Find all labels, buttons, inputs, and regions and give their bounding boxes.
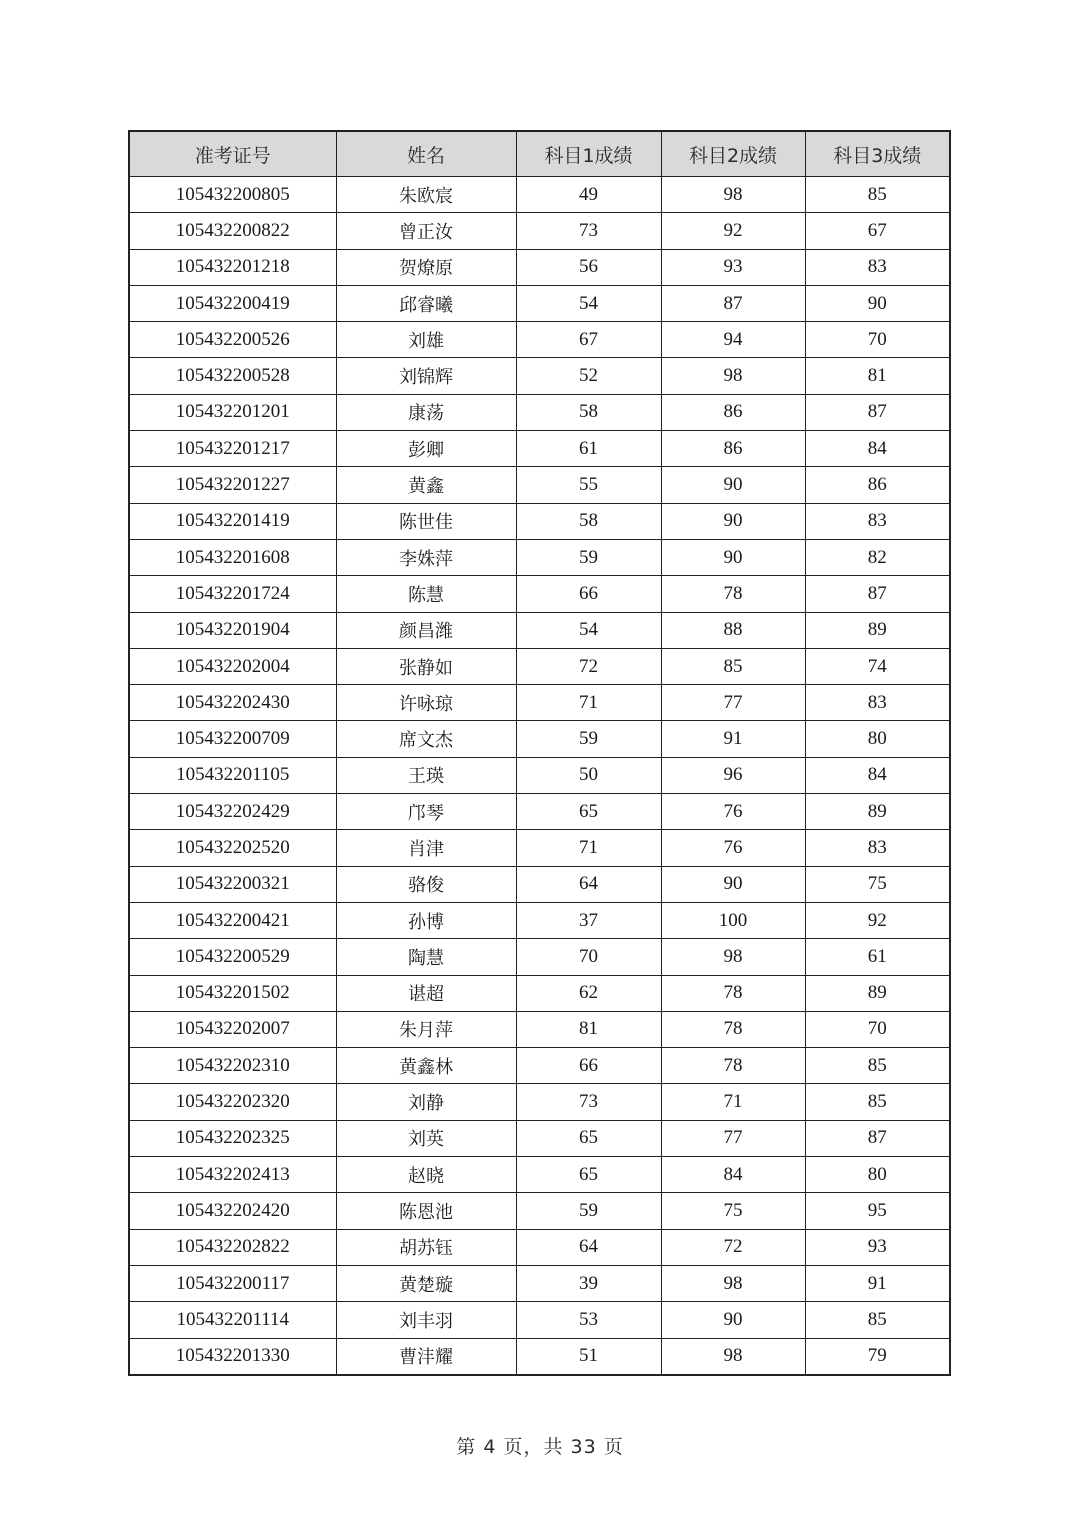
exam-id-cell: 105432201218 bbox=[129, 249, 336, 285]
exam-id-cell: 105432200419 bbox=[129, 285, 336, 321]
name-cell: 黄楚璇 bbox=[336, 1265, 516, 1301]
page-footer: 第 4 页，共 33 页 bbox=[456, 1436, 624, 1458]
name-cell: 许咏琼 bbox=[336, 685, 516, 721]
exam-id-cell: 105432201502 bbox=[129, 975, 336, 1011]
subject-3-score-cell: 83 bbox=[805, 685, 950, 721]
subject-1-score-cell: 55 bbox=[516, 467, 661, 503]
table-row bbox=[129, 648, 950, 684]
subject-1-score-cell: 54 bbox=[516, 612, 661, 648]
subject-3-score-cell: 85 bbox=[805, 1048, 950, 1084]
name-cell: 席文杰 bbox=[336, 721, 516, 757]
exam-id-cell: 105432202007 bbox=[129, 1011, 336, 1047]
subject-3-score-cell: 89 bbox=[805, 794, 950, 830]
header-subject-2-score: 科目2成绩 bbox=[661, 131, 805, 177]
exam-id-cell: 105432202430 bbox=[129, 685, 336, 721]
subject-3-score-cell: 93 bbox=[805, 1229, 950, 1265]
subject-3-score-cell: 91 bbox=[805, 1265, 950, 1301]
header-subject-3-score: 科目3成绩 bbox=[805, 131, 950, 177]
name-cell: 李姝萍 bbox=[336, 539, 516, 575]
table-row bbox=[129, 866, 950, 902]
name-cell: 曹沣耀 bbox=[336, 1338, 516, 1375]
exam-id-cell: 105432202413 bbox=[129, 1157, 336, 1193]
table-row bbox=[129, 467, 950, 503]
exam-id-cell: 105432202325 bbox=[129, 1120, 336, 1156]
exam-id-cell: 105432201227 bbox=[129, 467, 336, 503]
table-row bbox=[129, 1229, 950, 1265]
exam-id-cell: 105432201201 bbox=[129, 394, 336, 430]
name-cell: 康荡 bbox=[336, 394, 516, 430]
subject-3-score-cell: 75 bbox=[805, 866, 950, 902]
subject-1-score-cell: 73 bbox=[516, 1084, 661, 1120]
header-row bbox=[129, 131, 950, 177]
subject-1-score-cell: 61 bbox=[516, 431, 661, 467]
table-row bbox=[129, 1048, 950, 1084]
table-row bbox=[129, 612, 950, 648]
subject-3-score-cell: 70 bbox=[805, 1011, 950, 1047]
subject-2-score-cell: 91 bbox=[661, 721, 805, 757]
table-row bbox=[129, 1193, 950, 1229]
table-row bbox=[129, 721, 950, 757]
exam-id-cell: 105432202429 bbox=[129, 794, 336, 830]
subject-2-score-cell: 90 bbox=[661, 1302, 805, 1338]
name-cell: 邝琴 bbox=[336, 794, 516, 830]
subject-1-score-cell: 65 bbox=[516, 1157, 661, 1193]
name-cell: 邱睿曦 bbox=[336, 285, 516, 321]
exam-id-cell: 105432202822 bbox=[129, 1229, 336, 1265]
subject-1-score-cell: 64 bbox=[516, 866, 661, 902]
subject-1-score-cell: 73 bbox=[516, 213, 661, 249]
subject-2-score-cell: 76 bbox=[661, 794, 805, 830]
subject-2-score-cell: 98 bbox=[661, 1265, 805, 1301]
subject-2-score-cell: 85 bbox=[661, 648, 805, 684]
name-cell: 刘雄 bbox=[336, 322, 516, 358]
subject-2-score-cell: 86 bbox=[661, 394, 805, 430]
exam-id-cell: 105432201608 bbox=[129, 539, 336, 575]
name-cell: 朱欧宸 bbox=[336, 177, 516, 213]
subject-1-score-cell: 59 bbox=[516, 539, 661, 575]
subject-2-score-cell: 75 bbox=[661, 1193, 805, 1229]
subject-3-score-cell: 84 bbox=[805, 757, 950, 793]
exam-id-cell: 105432200822 bbox=[129, 213, 336, 249]
subject-1-score-cell: 66 bbox=[516, 1048, 661, 1084]
name-cell: 彭卿 bbox=[336, 431, 516, 467]
subject-2-score-cell: 96 bbox=[661, 757, 805, 793]
table-row bbox=[129, 177, 950, 213]
subject-3-score-cell: 81 bbox=[805, 358, 950, 394]
table-row bbox=[129, 975, 950, 1011]
subject-1-score-cell: 70 bbox=[516, 939, 661, 975]
table-row bbox=[129, 830, 950, 866]
subject-2-score-cell: 93 bbox=[661, 249, 805, 285]
subject-2-score-cell: 98 bbox=[661, 358, 805, 394]
exam-id-cell: 105432202004 bbox=[129, 648, 336, 684]
name-cell: 曾正汝 bbox=[336, 213, 516, 249]
subject-1-score-cell: 64 bbox=[516, 1229, 661, 1265]
subject-3-score-cell: 95 bbox=[805, 1193, 950, 1229]
subject-3-score-cell: 70 bbox=[805, 322, 950, 358]
subject-2-score-cell: 90 bbox=[661, 467, 805, 503]
subject-3-score-cell: 87 bbox=[805, 1120, 950, 1156]
subject-3-score-cell: 83 bbox=[805, 503, 950, 539]
exam-id-cell: 105432202520 bbox=[129, 830, 336, 866]
name-cell: 骆俊 bbox=[336, 866, 516, 902]
table-header bbox=[129, 131, 950, 177]
name-cell: 肖津 bbox=[336, 830, 516, 866]
name-cell: 谌超 bbox=[336, 975, 516, 1011]
subject-1-score-cell: 58 bbox=[516, 394, 661, 430]
subject-1-score-cell: 59 bbox=[516, 1193, 661, 1229]
subject-2-score-cell: 98 bbox=[661, 939, 805, 975]
table-row bbox=[129, 757, 950, 793]
name-cell: 陈慧 bbox=[336, 576, 516, 612]
name-cell: 刘英 bbox=[336, 1120, 516, 1156]
name-cell: 黄鑫林 bbox=[336, 1048, 516, 1084]
subject-2-score-cell: 90 bbox=[661, 539, 805, 575]
subject-1-score-cell: 39 bbox=[516, 1265, 661, 1301]
exam-id-cell: 105432201114 bbox=[129, 1302, 336, 1338]
exam-id-cell: 105432201217 bbox=[129, 431, 336, 467]
exam-id-cell: 105432200709 bbox=[129, 721, 336, 757]
subject-3-score-cell: 85 bbox=[805, 1302, 950, 1338]
subject-1-score-cell: 62 bbox=[516, 975, 661, 1011]
name-cell: 刘丰羽 bbox=[336, 1302, 516, 1338]
exam-id-cell: 105432201904 bbox=[129, 612, 336, 648]
subject-1-score-cell: 49 bbox=[516, 177, 661, 213]
subject-1-score-cell: 53 bbox=[516, 1302, 661, 1338]
subject-2-score-cell: 98 bbox=[661, 177, 805, 213]
subject-2-score-cell: 78 bbox=[661, 576, 805, 612]
name-cell: 刘锦辉 bbox=[336, 358, 516, 394]
exam-id-cell: 105432200805 bbox=[129, 177, 336, 213]
subject-1-score-cell: 37 bbox=[516, 902, 661, 938]
subject-2-score-cell: 87 bbox=[661, 285, 805, 321]
subject-3-score-cell: 92 bbox=[805, 902, 950, 938]
subject-2-score-cell: 98 bbox=[661, 1338, 805, 1375]
exam-id-cell: 105432200526 bbox=[129, 322, 336, 358]
exam-id-cell: 105432201330 bbox=[129, 1338, 336, 1375]
subject-3-score-cell: 87 bbox=[805, 394, 950, 430]
subject-3-score-cell: 85 bbox=[805, 177, 950, 213]
header-exam-id: 准考证号 bbox=[129, 131, 336, 177]
table-row bbox=[129, 539, 950, 575]
subject-2-score-cell: 71 bbox=[661, 1084, 805, 1120]
subject-3-score-cell: 74 bbox=[805, 648, 950, 684]
subject-2-score-cell: 77 bbox=[661, 1120, 805, 1156]
name-cell: 王瑛 bbox=[336, 757, 516, 793]
table-row bbox=[129, 322, 950, 358]
subject-1-score-cell: 56 bbox=[516, 249, 661, 285]
subject-1-score-cell: 51 bbox=[516, 1338, 661, 1375]
name-cell: 陶慧 bbox=[336, 939, 516, 975]
subject-2-score-cell: 92 bbox=[661, 213, 805, 249]
subject-2-score-cell: 72 bbox=[661, 1229, 805, 1265]
name-cell: 胡苏钰 bbox=[336, 1229, 516, 1265]
table-row bbox=[129, 358, 950, 394]
subject-2-score-cell: 88 bbox=[661, 612, 805, 648]
subject-3-score-cell: 85 bbox=[805, 1084, 950, 1120]
subject-1-score-cell: 58 bbox=[516, 503, 661, 539]
subject-2-score-cell: 90 bbox=[661, 866, 805, 902]
name-cell: 孙博 bbox=[336, 902, 516, 938]
subject-1-score-cell: 59 bbox=[516, 721, 661, 757]
subject-3-score-cell: 79 bbox=[805, 1338, 950, 1375]
name-cell: 颜昌潍 bbox=[336, 612, 516, 648]
subject-1-score-cell: 65 bbox=[516, 1120, 661, 1156]
table-row bbox=[129, 902, 950, 938]
subject-1-score-cell: 81 bbox=[516, 1011, 661, 1047]
table-row bbox=[129, 1302, 950, 1338]
exam-id-cell: 105432201419 bbox=[129, 503, 336, 539]
table-row bbox=[129, 794, 950, 830]
exam-id-cell: 105432200321 bbox=[129, 866, 336, 902]
subject-1-score-cell: 52 bbox=[516, 358, 661, 394]
table-row bbox=[129, 249, 950, 285]
exam-id-cell: 105432201105 bbox=[129, 757, 336, 793]
subject-1-score-cell: 72 bbox=[516, 648, 661, 684]
table-row bbox=[129, 503, 950, 539]
subject-3-score-cell: 86 bbox=[805, 467, 950, 503]
exam-id-cell: 105432202310 bbox=[129, 1048, 336, 1084]
name-cell: 赵晓 bbox=[336, 1157, 516, 1193]
table-row bbox=[129, 285, 950, 321]
exam-id-cell: 105432200421 bbox=[129, 902, 336, 938]
name-cell: 黄鑫 bbox=[336, 467, 516, 503]
subject-2-score-cell: 90 bbox=[661, 503, 805, 539]
subject-1-score-cell: 71 bbox=[516, 685, 661, 721]
table-row bbox=[129, 1265, 950, 1301]
name-cell: 陈恩池 bbox=[336, 1193, 516, 1229]
name-cell: 刘静 bbox=[336, 1084, 516, 1120]
subject-2-score-cell: 86 bbox=[661, 431, 805, 467]
subject-2-score-cell: 78 bbox=[661, 975, 805, 1011]
subject-3-score-cell: 83 bbox=[805, 249, 950, 285]
subject-3-score-cell: 67 bbox=[805, 213, 950, 249]
subject-3-score-cell: 80 bbox=[805, 721, 950, 757]
subject-3-score-cell: 89 bbox=[805, 975, 950, 1011]
table-row bbox=[129, 1338, 950, 1375]
subject-3-score-cell: 90 bbox=[805, 285, 950, 321]
header-name: 姓名 bbox=[336, 131, 516, 177]
subject-3-score-cell: 84 bbox=[805, 431, 950, 467]
table-row bbox=[129, 1084, 950, 1120]
subject-3-score-cell: 83 bbox=[805, 830, 950, 866]
subject-1-score-cell: 67 bbox=[516, 322, 661, 358]
subject-3-score-cell: 89 bbox=[805, 612, 950, 648]
subject-3-score-cell: 82 bbox=[805, 539, 950, 575]
exam-id-cell: 105432202420 bbox=[129, 1193, 336, 1229]
subject-2-score-cell: 94 bbox=[661, 322, 805, 358]
name-cell: 朱月萍 bbox=[336, 1011, 516, 1047]
exam-id-cell: 105432200529 bbox=[129, 939, 336, 975]
table-row bbox=[129, 394, 950, 430]
table-row bbox=[129, 213, 950, 249]
table-row bbox=[129, 939, 950, 975]
subject-3-score-cell: 87 bbox=[805, 576, 950, 612]
exam-id-cell: 105432202320 bbox=[129, 1084, 336, 1120]
subject-3-score-cell: 61 bbox=[805, 939, 950, 975]
subject-2-score-cell: 77 bbox=[661, 685, 805, 721]
table-row bbox=[129, 1011, 950, 1047]
table-row bbox=[129, 685, 950, 721]
subject-2-score-cell: 100 bbox=[661, 902, 805, 938]
subject-1-score-cell: 54 bbox=[516, 285, 661, 321]
table-row bbox=[129, 576, 950, 612]
table-row bbox=[129, 1157, 950, 1193]
subject-1-score-cell: 66 bbox=[516, 576, 661, 612]
exam-id-cell: 105432200117 bbox=[129, 1265, 336, 1301]
subject-1-score-cell: 71 bbox=[516, 830, 661, 866]
table-row bbox=[129, 431, 950, 467]
scores-table bbox=[128, 130, 951, 1376]
table-row bbox=[129, 1120, 950, 1156]
subject-3-score-cell: 80 bbox=[805, 1157, 950, 1193]
subject-2-score-cell: 84 bbox=[661, 1157, 805, 1193]
subject-2-score-cell: 76 bbox=[661, 830, 805, 866]
subject-1-score-cell: 50 bbox=[516, 757, 661, 793]
name-cell: 张静如 bbox=[336, 648, 516, 684]
table-body bbox=[129, 177, 950, 1375]
exam-id-cell: 105432201724 bbox=[129, 576, 336, 612]
header-subject-1-score: 科目1成绩 bbox=[516, 131, 661, 177]
exam-id-cell: 105432200528 bbox=[129, 358, 336, 394]
name-cell: 陈世佳 bbox=[336, 503, 516, 539]
subject-2-score-cell: 78 bbox=[661, 1011, 805, 1047]
subject-2-score-cell: 78 bbox=[661, 1048, 805, 1084]
subject-1-score-cell: 65 bbox=[516, 794, 661, 830]
name-cell: 贺燎原 bbox=[336, 249, 516, 285]
